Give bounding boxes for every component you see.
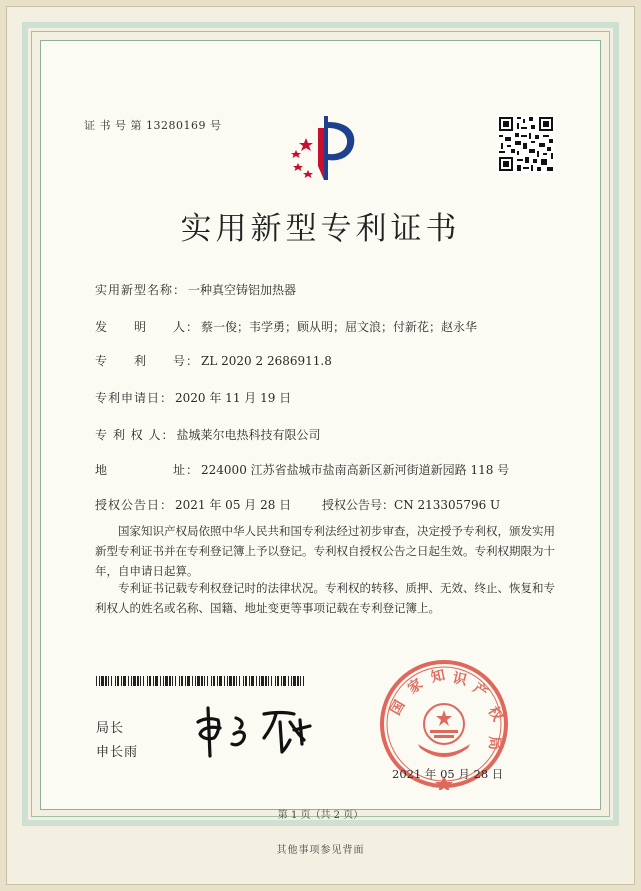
svg-text:局: 局	[486, 736, 502, 750]
seal-date: 2021 年 05 月 28 日	[392, 767, 504, 781]
patent-number-label: 专 利 号：	[95, 354, 200, 368]
grant-number-row	[322, 496, 500, 513]
svg-text:家: 家	[405, 676, 426, 698]
patentee-value: 盐城莱尔电热科技有限公司	[176, 428, 321, 442]
grant-statement-paragraph: 国家知识产权局依照中华人民共和国专利法经过初步审查，决定授予专利权，颁发实用新型专利证书并在专利登记簿上予以登记。专利权自授权公告之日起生效。专利权期限为十年，自申请日起算。	[95, 524, 555, 578]
filing-date-label: 专利申请日：	[95, 391, 174, 405]
address-row	[95, 461, 509, 478]
filing-date-row	[95, 389, 291, 406]
svg-text:国: 国	[387, 697, 409, 718]
barcode-icon	[96, 676, 308, 686]
grant-number-label: 授权公告号：	[322, 498, 395, 512]
cnipa-logo-icon	[284, 108, 364, 188]
address-value: 224000 江苏省盐城市盐南高新区新河街道新园路 118 号	[201, 463, 510, 477]
inventor-label: 发 明 人：	[95, 320, 200, 334]
patentee-label: 专 利 权 人：	[95, 428, 175, 442]
svg-text:产: 产	[469, 680, 491, 702]
director-signature-icon	[190, 700, 330, 760]
footer-note: 其他事项参见背面	[276, 845, 365, 856]
patent-number-value: ZL 2020 2 2686911.8	[201, 354, 332, 368]
qr-code-icon	[497, 115, 555, 173]
grant-date-row	[95, 496, 291, 513]
svg-text:知: 知	[429, 667, 447, 686]
certificate-title: 实用新型专利证书	[180, 211, 461, 247]
svg-text:权: 权	[484, 704, 506, 725]
grant-date-value: 2021 年 05 月 28 日	[175, 498, 292, 512]
address-label: 地 址：	[95, 463, 200, 477]
page-number: 第 1 页（共 2 页）	[277, 810, 364, 821]
director-title: 局长	[96, 721, 125, 736]
patent-number-row	[95, 352, 332, 369]
legal-status-paragraph: 专利证书记载专利权登记时的法律状况。专利权的转移、质押、无效、终止、恢复和专利权人的姓名或名称、国籍、地址变更等事项记载在专利登记簿上。	[95, 581, 555, 615]
filing-date-value: 2020 年 11 月 19 日	[175, 391, 292, 405]
inventor-value: 蔡一俊；韦学勇；顾从明；屈文浪；付新花；赵永华	[201, 320, 478, 334]
utility-model-name-row	[95, 281, 296, 298]
director-name: 申长雨	[96, 745, 139, 760]
svg-text:识: 识	[451, 670, 469, 689]
grant-number-value: CN 213305796 U	[394, 498, 501, 512]
inventor-row	[95, 318, 477, 335]
utility-model-name-label: 实用新型名称：	[95, 283, 187, 297]
certificate-number: 证 书 号 第 13280169 号	[84, 119, 222, 132]
patentee-row	[95, 426, 320, 443]
utility-model-name-value: 一种真空铸铝加热器	[188, 283, 297, 297]
grant-date-label: 授权公告日：	[95, 498, 174, 512]
